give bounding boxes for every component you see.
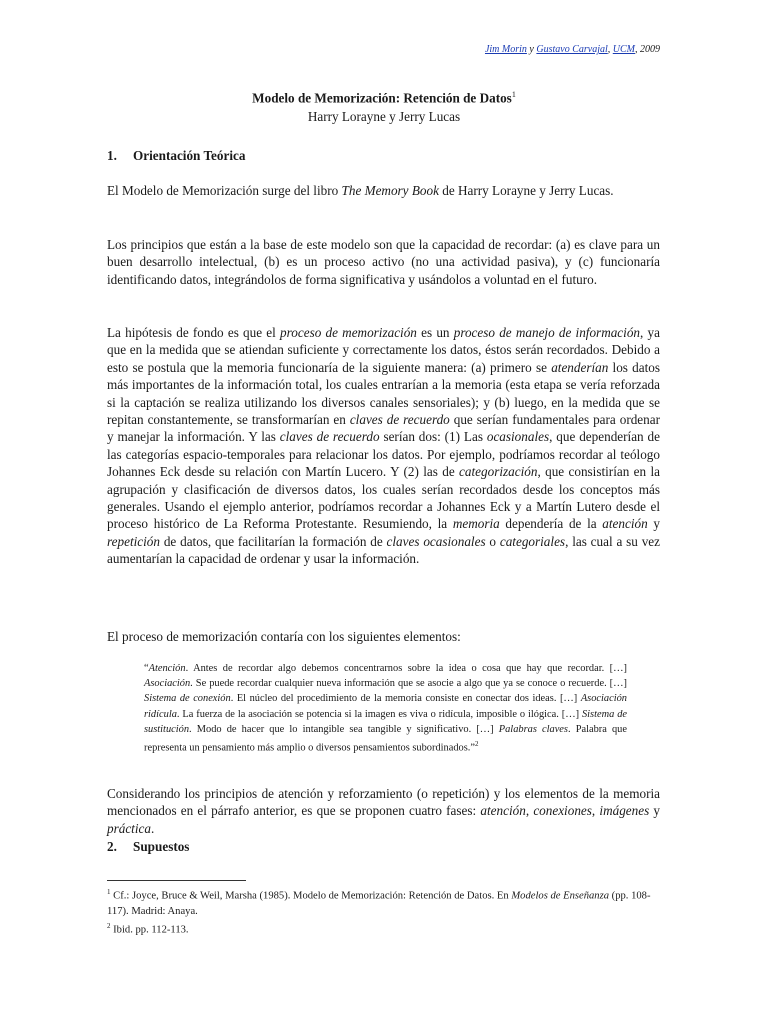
document-authors: Harry Lorayne y Jerry Lucas xyxy=(307,109,461,124)
footnote-2: $^2$ Ibid. pp. 112-113. xyxy=(107,921,189,936)
section-number: 1. xyxy=(107,148,117,163)
header-conjunction: y xyxy=(526,44,537,55)
paragraph-4: El proceso de memorización contaría con los siguientes elementos: xyxy=(107,629,461,644)
footnote-divider xyxy=(107,880,246,881)
paragraph-5: Considerando los principios de atención y reforzamiento (o repetición) y los elementos de la memoria mencionados en el párrafo anterior, es que se proponen cuatro fases: atención, conexiones, imágenes y práctica. xyxy=(107,786,661,836)
footnote-ref-1: 1 xyxy=(511,90,516,99)
paragraph-1 xyxy=(107,182,660,199)
header-year: , 2009 xyxy=(635,44,660,55)
footnote-1: $^1$ Cf.: Joyce, Bruce & Weil, Marsha (1985). Modelo de Memorización: Retención de Datos. En Modelos de Enseñanza (pp. 108-117). Madrid: Anaya. xyxy=(107,888,651,917)
footnotes xyxy=(107,885,660,937)
paragraph-3: La hipótesis de fondo es que el proceso de memorización es un proceso de manejo de información, ya que en la medida que se atiendan suficiente y correctamente los datos, éstos serán recordados. Debido a esto se postula que la memoria funcionaría de la siguiente manera: (a) primero se atenderían los datos más importantes de la información total, los cuales entrarían a la memoria (esta etapa se vería reforzada si la captación se realiza utilizando los diversos canales sensoriales); y (b) luego, en la medida que se repitan constantemente, se transformarían en claves de recuerdo que serían fundamentales para ordenar y manejar la información. Y las claves de recuerdo serían dos: (1) Las ocasionales, que dependerían de las categorías espacio-temporales para relacionar los datos. Por ejemplo, podríamos recordar al teólogo Johannes Eck desde su relación con Martín Lucero. Y (2) las de categorización, que consistirían en la agrupación y clasificación de diversos datos, los cuales serían recordados desde los conceptos más generales. Usando el ejemplo anterior, podríamos recordar a Johannes Eck y a Martín Lutero desde el proceso histórico de La Reforma Protestante. Resumiendo, la memoria dependería de la atención y repetición de datos, que facilitarían la formación de claves ocasionales o categoriales, las cual a su vez aumentarían la capacidad de ordenar y usar la información. xyxy=(107,325,661,567)
page-header xyxy=(485,44,660,55)
book-title: The Memory Book xyxy=(341,183,439,198)
title-text: Modelo de Memorización: Retención de Datos xyxy=(252,90,512,106)
header-separator: , xyxy=(607,44,613,55)
section-heading-1 xyxy=(107,148,245,164)
p1-text: El Modelo de Memorización surge del libro xyxy=(107,183,342,198)
p1-text-end: de Harry Lorayne y Jerry Lucas. xyxy=(438,183,614,198)
footnote-ref-2: 2 xyxy=(474,740,479,749)
document-title xyxy=(0,90,768,106)
author-link-gustavo-carvajal[interactable]: Gustavo Carvajal xyxy=(536,44,608,55)
section-label: Orientación Teórica xyxy=(133,148,246,163)
section-heading-2 xyxy=(107,839,189,855)
author-link-jim-morin[interactable]: Jim Morin xyxy=(484,44,527,55)
block-quote: “Atención. Antes de recordar algo debemos concentrarnos sobre la idea o cosa que hay que recordar. […] Asociación. Se puede recordar cualquier nueva información que se asocie a algo que ya se conoce o recuerde. […] Sistema de conexión. El núcleo del procedimiento de la memoria consiste en conectar dos ideas. […] Asociación ridícula. La fuerza de la asociación se potencia si la imagen es viva o ridícula, imposible o ilógica. […] Sistema de sustitución. Modo de hacer que lo intangible sea tangible y significativo. […] Palabras claves. Palabra que representa un pensamiento más amplio o diversos pensamientos subordinados.”$^2$ xyxy=(144,663,627,754)
org-link-ucm[interactable]: UCM xyxy=(612,44,635,55)
paragraph-2: Los principios que están a la base de este modelo son que la capacidad de recordar: (a) es clave para un buen desarrollo intelectual, (b) es un proceso activo (no una actividad pasiva), y (c) funcionaría identificando datos, integrándolos de forma significativa y usándolos a voluntad en el futuro. xyxy=(107,237,660,287)
section-label: Supuestos xyxy=(133,839,190,854)
section-number: 2. xyxy=(107,839,117,854)
